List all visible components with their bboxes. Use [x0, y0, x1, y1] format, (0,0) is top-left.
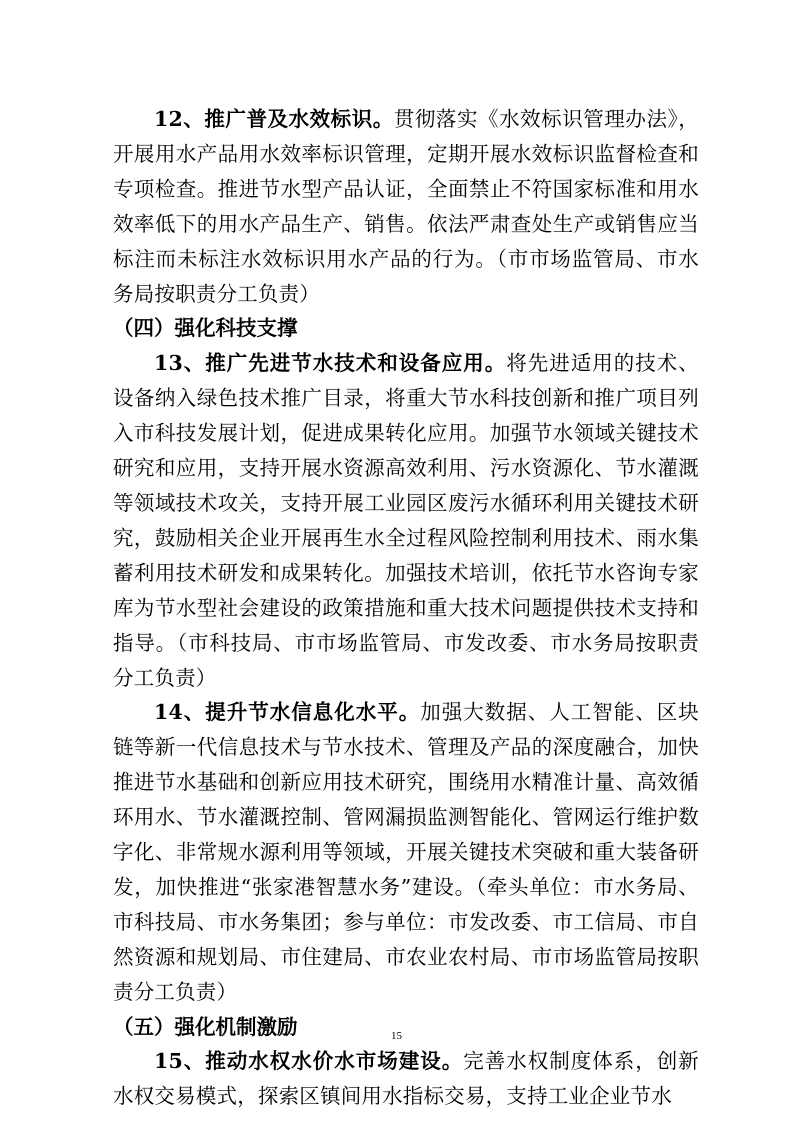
- paragraph-lead: 12、推广普及水效标识。: [154, 107, 394, 131]
- paragraph-lead: 14、提升节水信息化水平。: [154, 700, 421, 725]
- paragraph-item-15: [113, 1044, 699, 1114]
- document-page: [113, 102, 699, 1114]
- section-heading-5: （五）强化机制激励: [113, 1014, 298, 1039]
- paragraph-item-12: [113, 102, 699, 311]
- paragraph-item-14: [113, 695, 699, 1009]
- paragraph-text: 完善水权制度体系，创新水权交易模式，探索区镇间用水指标交易，支持工业企业节水: [113, 1049, 699, 1109]
- paragraph-lead: 15、推动水权水价水市场建设。: [154, 1049, 464, 1074]
- paragraph-text: 加强大数据、人工智能、区块链等新一代信息技术与节水技术、管理及产品的深度融合，加快推进节水基础和创新应用技术研究，围绕用水精准计量、高效循环用水、节水灌溉控制、管网漏损监测智能化、管网运行维护数字化、非常规水源利用等领域，开展关键技术突破和重大装备研发，加快推进“张家港智慧水务”建设。（牵头单位：市水务局、市科技局、市水务集团；参与单位：市发改委、市工信局、市自然资源和规划局、市住建局、市农业农村局、市市场监管局按职责分工负责）: [113, 700, 699, 1004]
- paragraph-item-13: [113, 346, 699, 695]
- paragraph-text: 贯彻落实《水效标识管理办法》，开展用水产品用水效率标识管理，定期开展水效标识监督检查和专项检查。推进节水型产品认证，全面禁止不符国家标准和用水效率低下的用水产品生产、销售。依法严肃查处生产或销售应当标注而未标注水效标识用水产品的行为。（市市场监管局、市水务局按职责分工负责）: [113, 107, 699, 306]
- section-heading-4: （四）强化科技支撑: [113, 316, 298, 341]
- page-number: 15: [391, 1030, 402, 1042]
- paragraph-lead: 13、推广先进节水技术和设备应用。: [154, 351, 507, 376]
- paragraph-text: 将先进适用的技术、设备纳入绿色技术推广目录，将重大节水科技创新和推广项目列入市科技发展计划，促进成果转化应用。加强节水领域关键技术研究和应用，支持开展水资源高效利用、污水资源化、节水灌溉等领域技术攻关，支持开展工业园区废污水循环利用关键技术研究，鼓励相关企业开展再生水全过程风险控制利用技术、雨水集蓄利用技术研发和成果转化。加强技术培训，依托节水咨询专家库为节水型社会建设的政策措施和重大技术问题提供技术支持和指导。（市科技局、市市场监管局、市发改委、市水务局按职责分工负责）: [113, 351, 699, 690]
